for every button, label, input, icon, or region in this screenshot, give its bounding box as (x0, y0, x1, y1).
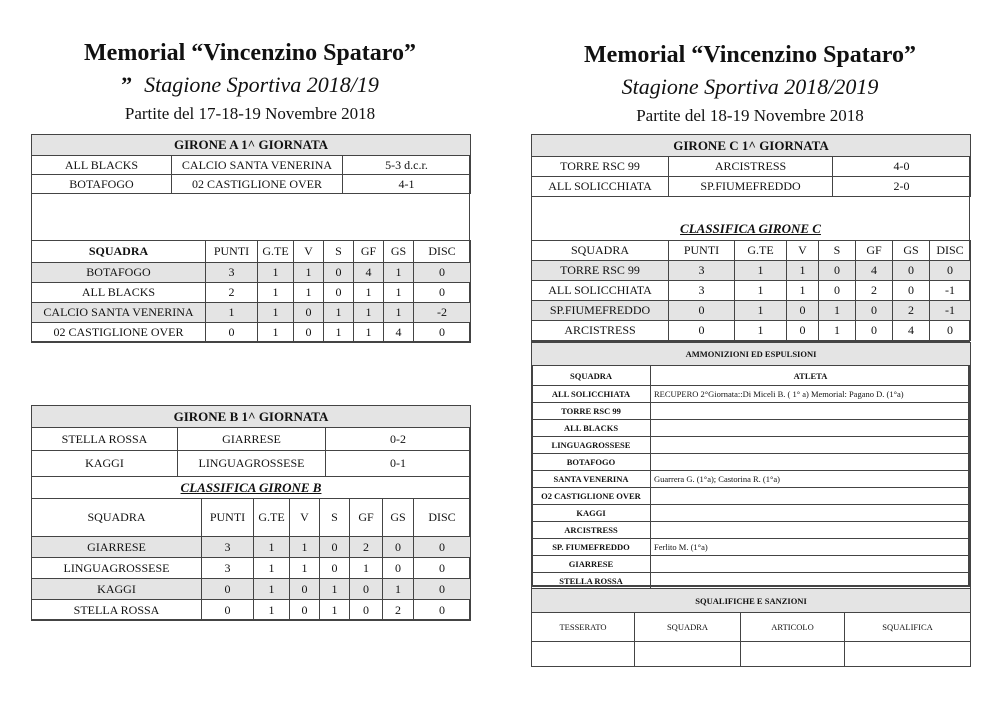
cell: 0 (324, 263, 354, 283)
match-row (32, 428, 471, 451)
team-name: KAGGI (32, 579, 202, 600)
girone-c-header: GIRONE C 1^ GIORNATA (532, 135, 971, 157)
team-name: KAGGI (532, 505, 651, 522)
col-squadra: SQUADRA (635, 613, 741, 642)
cell: 1 (354, 323, 384, 343)
cell: 1 (254, 537, 290, 558)
match-row (32, 156, 471, 175)
right-subtitle: Stagione Sportiva 2018/2019 (621, 74, 879, 99)
match-score: 4-1 (343, 175, 471, 194)
cell: 1 (735, 301, 787, 321)
athlete-notes (651, 403, 971, 420)
cell: 1 (258, 323, 294, 343)
girone-a-standings (31, 240, 471, 343)
cell: 4 (354, 263, 384, 283)
squalifiche-table (531, 588, 971, 667)
col-gte: G.TE (735, 241, 787, 261)
cell: 0 (856, 301, 893, 321)
team-name: ARCISTRESS (532, 522, 651, 539)
list-item (532, 488, 971, 505)
match-home: ALL BLACKS (32, 156, 172, 175)
team-name: SP.FIUMEFREDDO (532, 301, 669, 321)
col-gte: G.TE (254, 499, 290, 537)
cell: -1 (930, 281, 971, 301)
team-name: LINGUAGROSSESE (32, 558, 202, 579)
cell: 0 (893, 261, 930, 281)
left-dates: Partite del 17-18-19 Novembre 2018 (124, 104, 376, 123)
match-score: 2-0 (833, 177, 971, 197)
match-home: BOTAFOGO (32, 175, 172, 194)
right-title: Memorial “Vincenzino Spataro” (584, 42, 916, 68)
cell: 0 (414, 600, 471, 621)
girone-b-header: GIRONE B 1^ GIORNATA (32, 406, 471, 428)
match-away: LINGUAGROSSESE (178, 451, 326, 477)
team-name: CALCIO SANTA VENERINA (32, 303, 206, 323)
cell: -1 (930, 301, 971, 321)
col-squadra: SQUADRA (32, 241, 206, 263)
list-item (532, 522, 971, 539)
match-away: ARCISTRESS (669, 157, 833, 177)
cell: 0 (787, 301, 819, 321)
cell: 1 (324, 303, 354, 323)
cell: 3 (202, 558, 254, 579)
list-item (532, 505, 971, 522)
cell: 1 (294, 283, 324, 303)
cell: 1 (787, 281, 819, 301)
col-gs: GS (893, 241, 930, 261)
cell: 0 (294, 323, 324, 343)
cell: 2 (350, 537, 383, 558)
match-score: 0-1 (326, 451, 471, 477)
cell: 0 (350, 579, 383, 600)
team-name: BOTAFOGO (32, 263, 206, 283)
cell: 0 (294, 303, 324, 323)
right-dates: Partite del 18-19 Novembre 2018 (636, 106, 864, 125)
team-name: STELLA ROSSA (32, 600, 202, 621)
col-squalifica: SQUALIFICA (845, 613, 971, 642)
girone-c-standings (531, 240, 971, 341)
table-row (32, 303, 471, 323)
team-name: SANTA VENERINA (532, 471, 651, 488)
team-name: GIARRESE (532, 556, 651, 573)
table-row (32, 558, 471, 579)
team-name: ALL BLACKS (32, 283, 206, 303)
col-gs: GS (384, 241, 414, 263)
col-disc: DISC (930, 241, 971, 261)
athlete-notes (651, 556, 971, 573)
cell: 1 (787, 261, 819, 281)
col-punti: PUNTI (206, 241, 258, 263)
list-item (532, 556, 971, 573)
table-row (532, 642, 971, 667)
cell: 1 (258, 283, 294, 303)
classifica-b-title: CLASSIFICA GIRONE B (32, 477, 471, 499)
col-squadra: SQUADRA (32, 499, 202, 537)
team-name: BOTAFOGO (532, 454, 651, 471)
cell: 0 (414, 263, 471, 283)
col-s: S (819, 241, 856, 261)
match-row (532, 157, 971, 177)
athlete-notes (651, 505, 971, 522)
cell: 0 (669, 321, 735, 341)
athlete-notes (651, 420, 971, 437)
col-gf: GF (350, 499, 383, 537)
table-row (532, 281, 971, 301)
list-item (532, 539, 971, 556)
col-s: S (324, 241, 354, 263)
table-row (532, 301, 971, 321)
cell: 0 (383, 537, 414, 558)
standings-header (32, 499, 471, 537)
match-away: SP.FIUMEFREDDO (669, 177, 833, 197)
standings-header (532, 241, 971, 261)
match-score: 0-2 (326, 428, 471, 451)
col-v: V (787, 241, 819, 261)
cell: 1 (384, 283, 414, 303)
col-gs: GS (383, 499, 414, 537)
girone-a-matches (31, 134, 471, 194)
cell: 0 (414, 558, 471, 579)
girone-b-matches (31, 405, 471, 499)
left-title: Memorial “Vincenzino Spataro” (84, 40, 416, 66)
match-home: KAGGI (32, 451, 178, 477)
cell: 0 (893, 281, 930, 301)
col-gte: G.TE (258, 241, 294, 263)
cell: 1 (258, 263, 294, 283)
cell: 1 (350, 558, 383, 579)
squalifiche-title: SQUALIFICHE E SANZIONI (532, 589, 971, 613)
cell: 3 (669, 281, 735, 301)
cell: 1 (735, 321, 787, 341)
col-atleta: ATLETA (651, 366, 971, 386)
match-row (532, 177, 971, 197)
cell: 1 (735, 261, 787, 281)
match-row (32, 451, 471, 477)
list-item (532, 437, 971, 454)
team-name: ALL BLACKS (532, 420, 651, 437)
cell: 1 (254, 579, 290, 600)
match-away: 02 CASTIGLIONE OVER (172, 175, 343, 194)
match-away: GIARRESE (178, 428, 326, 451)
team-name: GIARRESE (32, 537, 202, 558)
list-item (532, 403, 971, 420)
list-item (532, 454, 971, 471)
team-name: STELLA ROSSA (532, 573, 651, 590)
table-row (532, 261, 971, 281)
cell: 1 (384, 303, 414, 323)
cell: -2 (414, 303, 471, 323)
team-name: ALL SOLICCHIATA (532, 281, 669, 301)
cell: 1 (354, 303, 384, 323)
athlete-notes (651, 522, 971, 539)
cell: 1 (290, 558, 320, 579)
col-v: V (294, 241, 324, 263)
cell: 0 (202, 600, 254, 621)
col-punti: PUNTI (669, 241, 735, 261)
cell: 0 (414, 283, 471, 303)
cell: 1 (320, 600, 350, 621)
cell: 0 (383, 558, 414, 579)
left-subtitle-line (0, 72, 500, 98)
team-name: ALL SOLICCHIATA (532, 386, 651, 403)
cell: 1 (290, 537, 320, 558)
cell (635, 642, 741, 667)
left-subtitle-quote: ” (121, 72, 133, 97)
match-row (32, 175, 471, 194)
cell: 1 (206, 303, 258, 323)
athlete-notes (651, 573, 971, 590)
cell: 1 (383, 579, 414, 600)
table-row (32, 537, 471, 558)
cell: 0 (290, 600, 320, 621)
cell: 4 (856, 261, 893, 281)
cell (741, 642, 845, 667)
cell: 1 (324, 323, 354, 343)
list-item (532, 386, 971, 403)
cell: 3 (202, 537, 254, 558)
athlete-notes (651, 488, 971, 505)
classifica-c-title: CLASSIFICA GIRONE C (680, 221, 821, 236)
list-item (532, 420, 971, 437)
col-gf: GF (354, 241, 384, 263)
cell: 1 (819, 301, 856, 321)
cell: 1 (254, 600, 290, 621)
cell: 4 (893, 321, 930, 341)
table-row (32, 600, 471, 621)
col-disc: DISC (414, 241, 471, 263)
cell: 3 (669, 261, 735, 281)
col-gf: GF (856, 241, 893, 261)
cell: 1 (254, 558, 290, 579)
team-name: O2 CASTIGLIONE OVER (532, 488, 651, 505)
cell: 2 (893, 301, 930, 321)
cell: 1 (294, 263, 324, 283)
cell: 0 (206, 323, 258, 343)
cell: 1 (320, 579, 350, 600)
cell: 4 (384, 323, 414, 343)
cell: 0 (930, 261, 971, 281)
cell (532, 642, 635, 667)
girone-c-matches (531, 134, 971, 197)
table-row (32, 263, 471, 283)
team-name: 02 CASTIGLIONE OVER (32, 323, 206, 343)
team-name: TORRE RSC 99 (532, 261, 669, 281)
col-articolo: ARTICOLO (741, 613, 845, 642)
col-v: V (290, 499, 320, 537)
list-item (532, 573, 971, 590)
cell: 0 (202, 579, 254, 600)
cell: 2 (383, 600, 414, 621)
cell: 0 (320, 537, 350, 558)
ammonizioni-title: AMMONIZIONI ED ESPULSIONI (532, 343, 971, 366)
cell: 2 (206, 283, 258, 303)
list-item (532, 471, 971, 488)
left-subtitle: Stagione Sportiva 2018/19 (144, 72, 379, 97)
match-away: CALCIO SANTA VENERINA (172, 156, 343, 175)
cell: 3 (206, 263, 258, 283)
cell: 0 (856, 321, 893, 341)
athlete-notes (651, 437, 971, 454)
ammonizioni-table (531, 342, 971, 590)
athlete-notes: Ferlito M. (1°a) (651, 539, 971, 556)
team-name: ARCISTRESS (532, 321, 669, 341)
cell: 2 (856, 281, 893, 301)
athlete-notes (651, 454, 971, 471)
cell: 0 (787, 321, 819, 341)
team-name: LINGUAGROSSESE (532, 437, 651, 454)
cell: 1 (354, 283, 384, 303)
match-score: 5-3 d.c.r. (343, 156, 471, 175)
cell: 1 (819, 321, 856, 341)
cell: 0 (290, 579, 320, 600)
cell: 0 (414, 323, 471, 343)
girone-a-header: GIRONE A 1^ GIORNATA (32, 135, 471, 156)
col-squadra: SQUADRA (532, 241, 669, 261)
col-s: S (320, 499, 350, 537)
cell: 1 (735, 281, 787, 301)
cell: 0 (819, 281, 856, 301)
cell: 0 (930, 321, 971, 341)
cell: 1 (384, 263, 414, 283)
cell: 0 (669, 301, 735, 321)
team-name: TORRE RSC 99 (532, 403, 651, 420)
table-row (32, 323, 471, 343)
match-score: 4-0 (833, 157, 971, 177)
table-row (32, 283, 471, 303)
cell: 0 (414, 579, 471, 600)
athlete-notes: Guarrera G. (1°a); Castorina R. (1°a) (651, 471, 971, 488)
match-home: STELLA ROSSA (32, 428, 178, 451)
cell: 0 (320, 558, 350, 579)
cell: 0 (350, 600, 383, 621)
cell: 0 (819, 261, 856, 281)
cell (845, 642, 971, 667)
col-disc: DISC (414, 499, 471, 537)
col-punti: PUNTI (202, 499, 254, 537)
cell: 0 (414, 537, 471, 558)
cell: 0 (324, 283, 354, 303)
athlete-notes: RECUPERO 2°Giornata::Di Miceli B. ( 1° a) Memorial: Pagano D. (1°a) (651, 386, 971, 403)
girone-b-standings (31, 498, 471, 621)
col-squadra: SQUADRA (532, 366, 651, 386)
col-tesserato: TESSERATO (532, 613, 635, 642)
table-row (32, 579, 471, 600)
match-home: ALL SOLICCHIATA (532, 177, 669, 197)
match-home: TORRE RSC 99 (532, 157, 669, 177)
table-row (532, 321, 971, 341)
standings-header (32, 241, 471, 263)
cell: 1 (258, 303, 294, 323)
team-name: SP. FIUMEFREDDO (532, 539, 651, 556)
